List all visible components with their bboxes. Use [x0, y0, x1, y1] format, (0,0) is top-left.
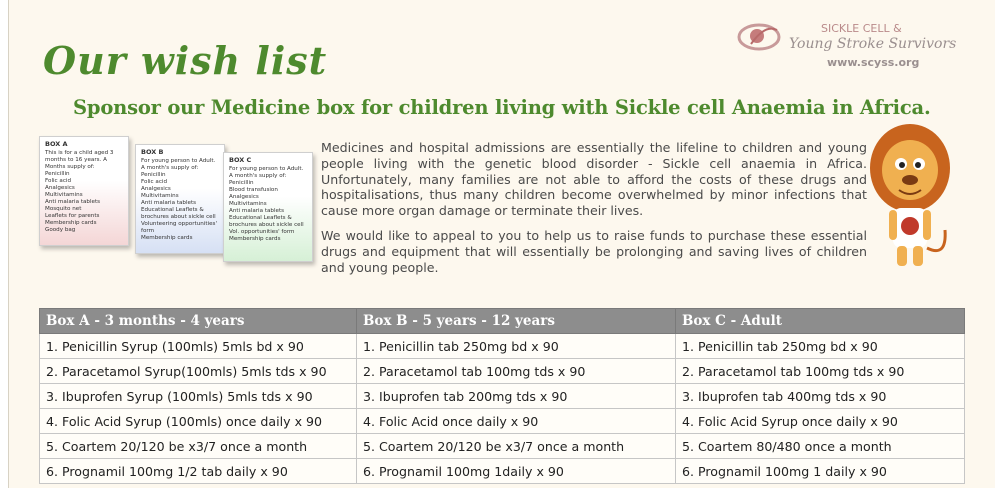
box-item: Multivitamins — [229, 201, 267, 207]
box-title: BOX B — [141, 148, 164, 156]
table-cell: 2. Paracetamol Syrup(100mls) 5mls tds x 90 — [40, 359, 357, 384]
box-item: Membership cards — [45, 220, 97, 226]
table-cell: 4. Folic Acid Syrup (100mls) once daily x 90 — [40, 409, 357, 434]
box-item: Multivitamins — [45, 192, 83, 198]
table-row — [40, 334, 965, 359]
medicine-box-b — [135, 144, 225, 254]
medicine-box-a — [39, 136, 129, 246]
box-item: Anti malaria tablets — [45, 199, 101, 205]
table-header: Box A - 3 months - 4 years — [40, 309, 357, 334]
table-cell: 6. Prognamil 100mg 1daily x 90 — [357, 459, 676, 484]
table-cell: 3. Ibuprofen tab 200mg tds x 90 — [357, 384, 676, 409]
scyss-logo-icon — [737, 20, 783, 52]
box-title: BOX A — [45, 140, 68, 148]
table-cell: 4. Folic Acid once daily x 90 — [357, 409, 676, 434]
medicine-table — [39, 308, 965, 484]
logo-line-2: Young Stroke Survivors — [789, 36, 957, 52]
table-header-row — [40, 309, 965, 334]
table-header: Box C - Adult — [676, 309, 965, 334]
table-cell: 1. Penicillin tab 250mg bd x 90 — [357, 334, 676, 359]
box-item: Analgesics — [229, 194, 259, 200]
document-page — [8, 0, 995, 488]
box-item: Membership cards — [141, 235, 193, 241]
box-item: Membership cards — [229, 236, 281, 242]
table-header: Box B - 5 years - 12 years — [357, 309, 676, 334]
table-row — [40, 434, 965, 459]
box-item: Analgesics — [45, 185, 75, 191]
intro-paragraph: Medicines and hospital admissions are essentially the lifeline to children and young people living with the genetic blood disorder - Sickle cell anaemia in Africa. Unfortunately, many families are not able to afford the costs of these drugs and hospitalisations, thus many children become overwhelmed by minor infections that cause more organ damage or terminate their lives. — [321, 140, 867, 219]
page-subtitle: Sponsor our Medicine box for children living with Sickle cell Anaemia in Africa. — [73, 96, 931, 119]
table-row — [40, 459, 965, 484]
table-cell: 1. Penicillin tab 250mg bd x 90 — [676, 334, 965, 359]
box-description: For young person to Adult. A month's supply of: — [229, 166, 304, 179]
table-cell: 5. Coartem 80/480 once a month — [676, 434, 965, 459]
table-cell: 2. Paracetamol tab 100mg tds x 90 — [357, 359, 676, 384]
box-item: Blood transfusion — [229, 187, 278, 193]
lion-mascot-icon — [867, 118, 953, 278]
box-description: This is for a child aged 3 months to 16 years. A Months supply of: — [45, 150, 114, 170]
table-cell: 3. Ibuprofen Syrup (100mls) 5mls tds x 90 — [40, 384, 357, 409]
medicine-box-c — [223, 152, 313, 262]
box-item: Goody bag — [45, 227, 76, 233]
box-item: Analgesics — [141, 186, 171, 192]
box-item: Educational Leaflets & brochures about sickle cell — [141, 207, 216, 220]
box-title: BOX C — [229, 156, 252, 164]
table-cell: 5. Coartem 20/120 be x3/7 once a month — [357, 434, 676, 459]
box-item: Multivitamins — [141, 193, 179, 199]
table-cell: 6. Prognamil 100mg 1 daily x 90 — [676, 459, 965, 484]
table-cell: 1. Penicillin Syrup (100mls) 5mls bd x 90 — [40, 334, 357, 359]
box-item: Penicillin — [45, 171, 70, 177]
table-row — [40, 384, 965, 409]
table-cell: 6. Prognamil 100mg 1/2 tab daily x 90 — [40, 459, 357, 484]
box-description: For young person to Adult. A month's supply of: — [141, 158, 216, 171]
box-item: Leaflets for parents — [45, 213, 100, 219]
table-cell: 4. Folic Acid Syrup once daily x 90 — [676, 409, 965, 434]
box-item: Penicillin — [229, 180, 254, 186]
table-cell: 2. Paracetamol tab 100mg tds x 90 — [676, 359, 965, 384]
logo-website: www.scyss.org — [827, 56, 920, 69]
appeal-paragraph: We would like to appeal to you to help us to raise funds to purchase these essential drugs and equipment that will essentially be prolonging and saving lives of children and young people. — [321, 228, 867, 275]
table-cell: 3. Ibuprofen tab 400mg tds x 90 — [676, 384, 965, 409]
organization-logo — [737, 14, 977, 74]
box-item: Volunteering opportunities' form — [141, 221, 217, 234]
table-cell: 5. Coartem 20/120 be x3/7 once a month — [40, 434, 357, 459]
box-item: Mosquito net — [45, 206, 82, 212]
box-item: Anti malaria tablets — [229, 208, 285, 214]
table-row — [40, 409, 965, 434]
box-item: Anti malaria tablets — [141, 200, 197, 206]
box-item: Folic acid — [141, 179, 168, 185]
box-item: Educational Leaflets & brochures about sickle cell — [229, 215, 304, 228]
page-title: Our wish list — [43, 38, 328, 83]
table-row — [40, 359, 965, 384]
medicine-boxes-image — [35, 132, 317, 292]
box-item: Vol. opportunities' form — [229, 229, 295, 235]
logo-line-1: SICKLE CELL & — [821, 22, 902, 35]
box-item: Penicillin — [141, 172, 166, 178]
box-item: Folic acid — [45, 178, 72, 184]
